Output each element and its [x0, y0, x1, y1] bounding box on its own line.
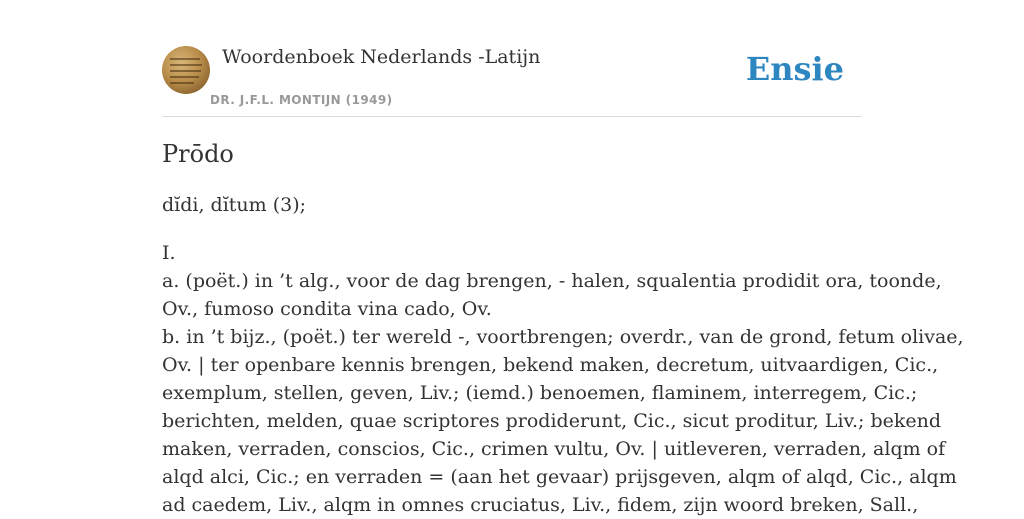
definition-line: alqd alci, Cic.; en verraden = (aan het gevaar) prijsgeven, alqm of alqd, Cic., alqm: [162, 466, 957, 488]
definition-line: ad caedem, Liv., alqm in omnes cruciatus, Liv., fidem, zijn woord breken, Sall.,: [162, 494, 919, 516]
definition-line: maken, verraden, conscios, Cic., crimen vultu, Ov. | uitleveren, verraden, alqm of: [162, 438, 946, 460]
coin-seal-icon[interactable]: [162, 46, 210, 94]
definition-line: b. in ’t bijz., (poët.) ter wereld -, voortbrengen; overdr., van de grond, fetum olivae,: [162, 326, 964, 348]
entry-headword: Prōdo: [162, 140, 234, 168]
entry-definition: [162, 239, 964, 519]
definition-line: a. (poët.) in ’t alg., voor de dag brengen, - halen, squalentia prodidit ora, toonde,: [162, 270, 942, 292]
definition-line: Ov. | ter openbare kennis brengen, bekend maken, decretum, uitvaardigen, Cic.,: [162, 354, 939, 376]
definition-line: I.: [162, 242, 176, 264]
dictionary-title[interactable]: Woordenboek Nederlands -Latijn: [222, 46, 541, 68]
definition-line: exemplum, stellen, geven, Liv.; (iemd.) benoemen, flaminem, interregem, Cic.;: [162, 382, 918, 404]
site-header: [162, 46, 862, 117]
dictionary-author: DR. J.F.L. MONTIJN (1949): [210, 93, 393, 107]
definition-line: berichten, melden, quae scriptores prodiderunt, Cic., sicut proditur, Liv.; bekend: [162, 410, 942, 432]
definition-line: Ov., fumoso condita vina cado, Ov.: [162, 298, 492, 320]
entry-forms: dĭdi, dĭtum (3);: [162, 194, 307, 216]
brand-logo[interactable]: Ensie: [745, 50, 844, 88]
